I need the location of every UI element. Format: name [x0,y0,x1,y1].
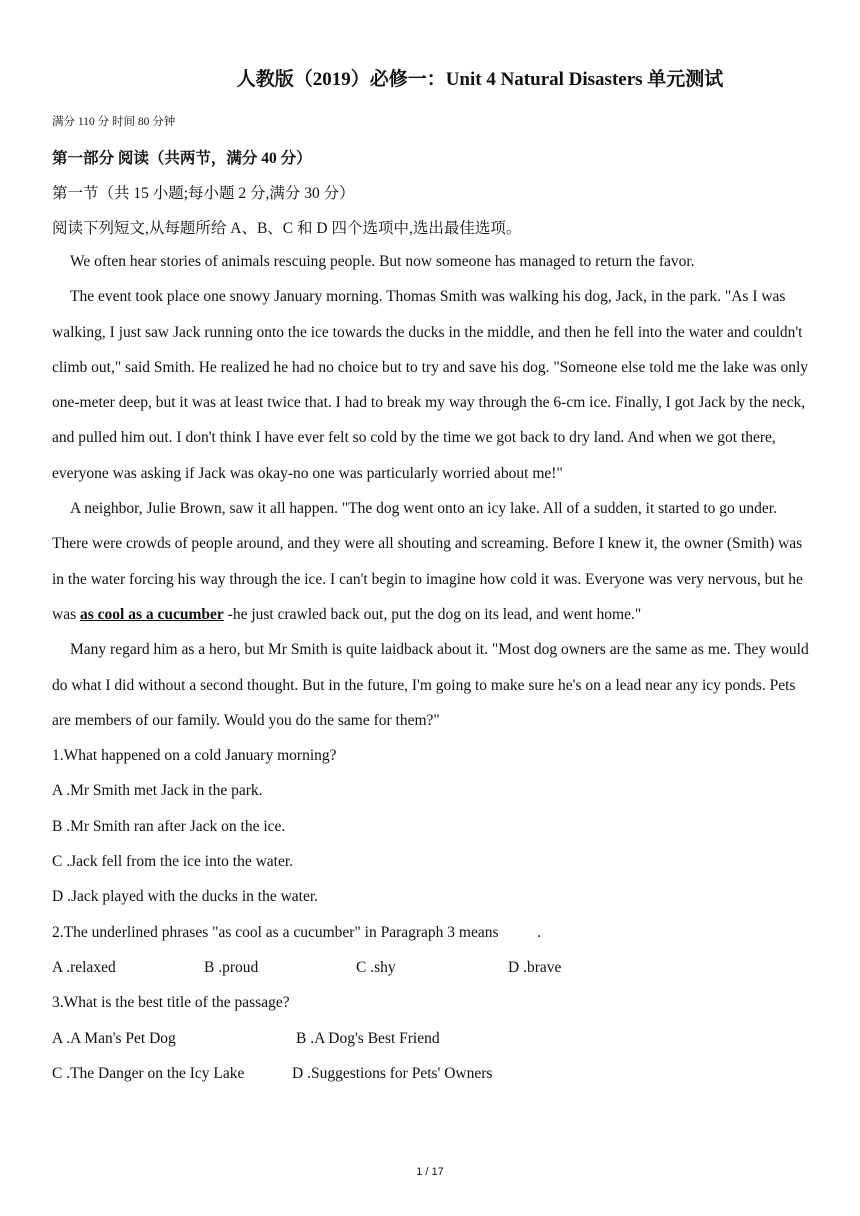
option-b: B .proud [204,958,259,976]
question-stem: 2.The underlined phrases "as cool as a cucumber" in Paragraph 3 means . [52,923,542,941]
question-3 [52,985,810,1091]
option-c: C .Jack fell from the ice into the water. [52,853,294,871]
option-b: B .A Dog's Best Friend [296,1029,440,1047]
question-stem: 1.What happened on a cold January morning? [52,747,337,765]
paragraph-3-text-after: -he just crawled back out, put the dog on its lead, and went home." [223,605,642,623]
question-2 [52,915,810,986]
page-number: 1 / 17 [416,1166,444,1178]
question-stem: 3.What is the best title of the passage? [52,994,290,1012]
part-heading: 第一部分 阅读（共两节，满分 40 分） [52,150,312,167]
passage-paragraph-4: Many regard him as a hero, but Mr Smith is quite laidback about it. "Most dog owners are the same as me. They would do what I did without a second thought. But in the future, I'm going to make sure he's on a lead near any icy ponds. Pets are members of our family. Would you do the same for them?" [52,641,809,729]
instructions: 阅读下列短文,从每题所给 A、B、C 和 D 四个选项中,选出最佳选项。 [52,220,522,237]
option-b: B .Mr Smith ran after Jack on the ice. [52,817,286,835]
reading-passage [52,244,810,1091]
option-d: D .Jack played with the ducks in the water. [52,888,319,906]
passage-paragraph-3 [52,491,810,632]
score-time-info: 满分 110 分 时间 80 分钟 [52,116,176,128]
option-a: A .Mr Smith met Jack in the park. [52,782,263,800]
option-d: D .Suggestions for Pets' Owners [292,1064,493,1082]
option-c: C .The Danger on the Icy Lake [52,1064,245,1082]
option-d: D .brave [508,958,562,976]
passage-paragraph-2: The event took place one snowy January morning. Thomas Smith was walking his dog, Jack, in the park. "As I was walking, I just saw Jack running onto the ice towards the ducks in the middle, and then he fell into the water and couldn't climb out," said Smith. He realized he had no choice but to try and save his dog. "Someone else told me the lake was only one-meter deep, but it was at least twice that. I had to break my way through the 6-cm ice. Finally, I got Jack by the neck, and pulled him out. I don't think I have ever felt so cold by the time we got back to dry land. And when we got there, everyone was asking if Jack was okay-no one was particularly worried about me!" [52,288,809,482]
option-c: C .shy [356,958,396,976]
passage-paragraph-1: We often hear stories of animals rescuing people. But now someone has managed to return the favor. [70,253,695,270]
section-heading: 第一节（共 15 小题;每小题 2 分,满分 30 分） [52,185,355,202]
option-a: A .A Man's Pet Dog [52,1029,176,1047]
paragraph-3-text-before: A neighbor, Julie Brown, saw it all happen. "The dog went onto an icy lake. All of a sudden, it started to go under. There were crowds of people around, and they were all shouting and screaming. Before I knew it, the owner (Smith) was in the water forcing his way through the ice. I can't begin to imagine how cold it was. Everyone was very nervous, but he was [52,500,803,623]
option-row [52,1021,810,1056]
underlined-phrase: as cool as a cucumber [79,605,224,623]
document-title: 人教版（2019）必修一：Unit 4 Natural Disasters 单元测试 [236,69,724,90]
option-row [52,1056,810,1091]
option-row [52,950,810,985]
option-a: A .relaxed [52,958,116,976]
question-1 [52,738,810,914]
